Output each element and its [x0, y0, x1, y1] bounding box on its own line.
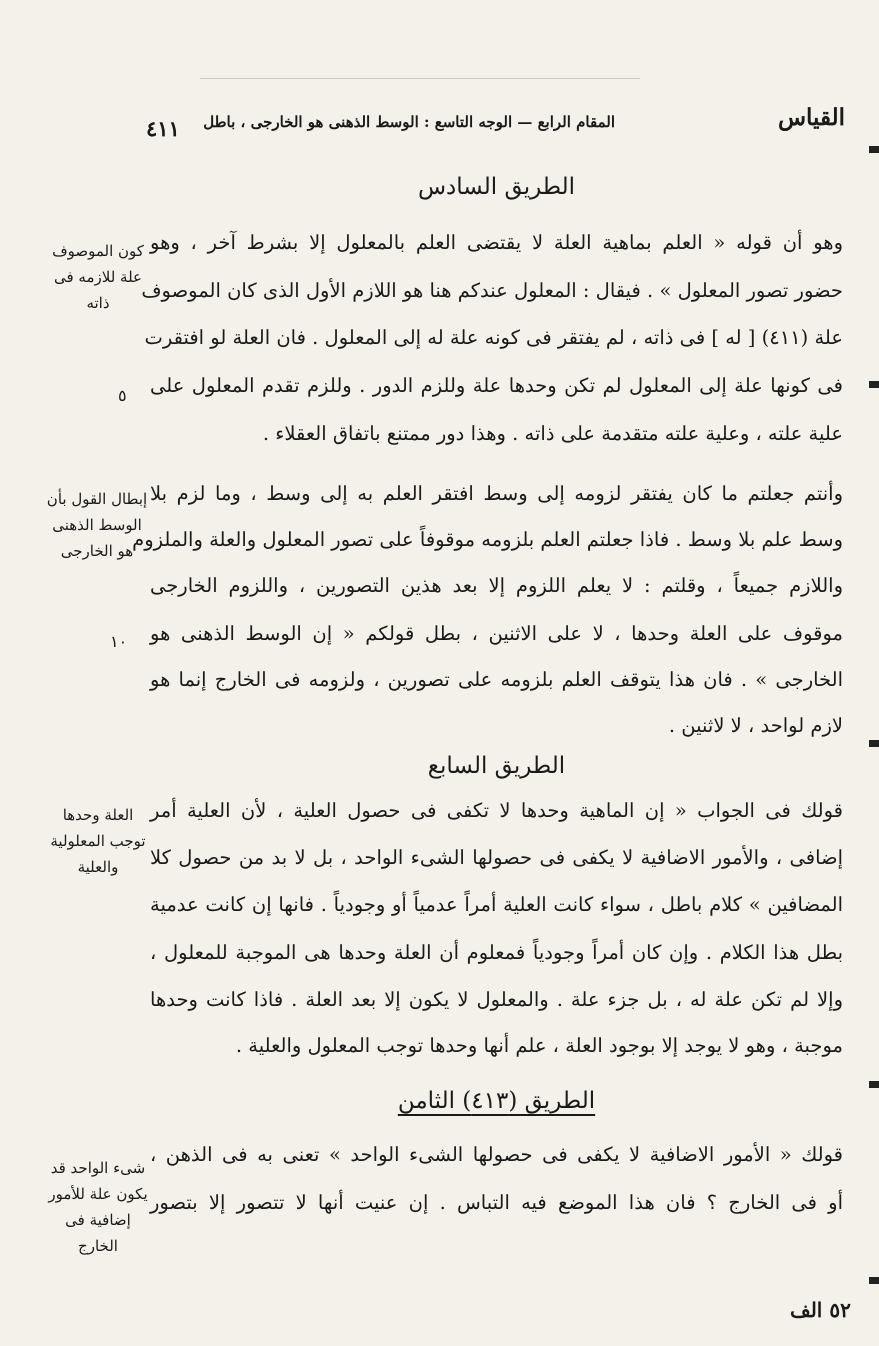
running-head: المقام الرابع — الوجه التاسع : الوسط الذهنى هو الخارجى ، باطل — [203, 113, 615, 131]
book-title: القياس — [777, 104, 845, 131]
text-line: الخارجى » . فان هذا يتوقف العلم بلزومه على تصورين ، ولزومه فى الخارج إنما هو — [150, 668, 843, 691]
text-line: علة (٤١١) [ له ] فى ذاته ، لم يفتقر فى كونه علة له إلى المعلول . فان العلة لو افتقرت — [144, 326, 843, 349]
text-line: موجبة ، وهو لا يوجد إلا بوجود العلة ، علم أنها وحدها توجب المعلول والعلية . — [235, 1034, 843, 1057]
line-number: ٥ — [118, 386, 127, 405]
text-line: حضور تصور المعلول » . فيقال : المعلول عندكم هنا هو اللازم الأول الذى كان الموصوف — [141, 279, 843, 302]
section-heading: الطريق السابع — [427, 753, 566, 779]
text-line: قولك « الأمور الاضافية لا يكفى فى حصولها الشىء الواحد » تعنى به فى الذهن ، — [150, 1143, 843, 1166]
text-line: المضافين » كلام باطل ، سواء كانت العلية أمراً عدمياً أو وجودياً . فانها إن كانت عدمية — [150, 893, 843, 916]
text-line: قولك فى الجواب « إن الماهية وحدها لا تكفى فى حصول العلية ، لأن العلية أمر — [150, 799, 843, 822]
edge-mark — [869, 740, 879, 747]
text-line: موقوف على العلة وحدها ، لا على الاثنين ، بطل قولكم « إن الوسط الذهنى هو — [150, 622, 843, 645]
margin-note: العلة وحدها توجب المعلولية والعلية — [50, 806, 146, 876]
folio-signature: ٥٢ الف — [790, 1298, 851, 1322]
text-line: وسط علم بلا وسط . فاذا جعلتم العلم بلزومه موقوفاً على تصور المعلول والعلة والملزوم — [132, 528, 843, 551]
text-line: واللازم جميعاً ، وقلتم : لا يعلم اللزوم إلا بعد هذين التصورين ، واللزوم الخارجى — [150, 574, 843, 597]
section-heading: الطريق (٤١٣) الثامن — [397, 1088, 596, 1114]
section-heading: الطريق السادس — [417, 174, 576, 200]
text-line: وإلا لم تكن علة له ، بل جزء علة . والمعلول لا يكون إلا بعد العلة . فاذا كانت وحدها — [150, 988, 843, 1011]
text-line: إضافى ، والأمور الاضافية لا يكفى فى حصولها الشىء الواحد ، بل لا بد من حصول كلا — [150, 846, 843, 869]
text-line: علية علته ، وعلية علته متقدمة على ذاته . وهذا دور ممتنع باتفاق العقلاء . — [262, 422, 843, 445]
margin-note: شىء الواحد قد يكون علة للأمور إضافية فى الخارج — [48, 1159, 148, 1255]
text-line: بطل هذا الكلام . وإن كان أمراً وجودياً فمعلوم أن العلة وحدها هى الموجبة للمعلول ، — [150, 941, 843, 964]
text-line: وأنتم جعلتم ما كان يفتقر لزومه إلى وسط افتقر العلم به إلى وسط ، وما لزم بلا — [150, 482, 843, 505]
text-line: فى كونها علة إلى المعلول لم تكن وحدها علة وللزم الدور . وللزم تقدم المعلول على — [150, 374, 843, 397]
page-number: ٤١١ — [146, 116, 180, 141]
edge-mark — [869, 1277, 879, 1284]
text-line: وهو أن قوله « العلم بماهية العلة لا يقتضى العلم بالمعلول إلا بشرط آخر ، وهو — [150, 231, 843, 254]
line-number: ١٠ — [110, 632, 128, 651]
margin-note: كون الموصوف علة للازمه فى ذاته — [52, 242, 144, 312]
top-faint-rule — [200, 78, 640, 79]
edge-mark — [869, 381, 879, 388]
margin-note: إبطال القول بأن الوسط الذهنى هو الخارجى — [46, 490, 148, 560]
edge-mark — [869, 1081, 879, 1088]
text-line: لازم لواحد ، لا لاثنين . — [668, 714, 843, 737]
text-line: أو فى الخارج ؟ فان هذا الموضع فيه التباس . إن عنيت أنها لا تتصور إلا بتصور — [150, 1191, 843, 1214]
edge-mark — [869, 146, 879, 153]
